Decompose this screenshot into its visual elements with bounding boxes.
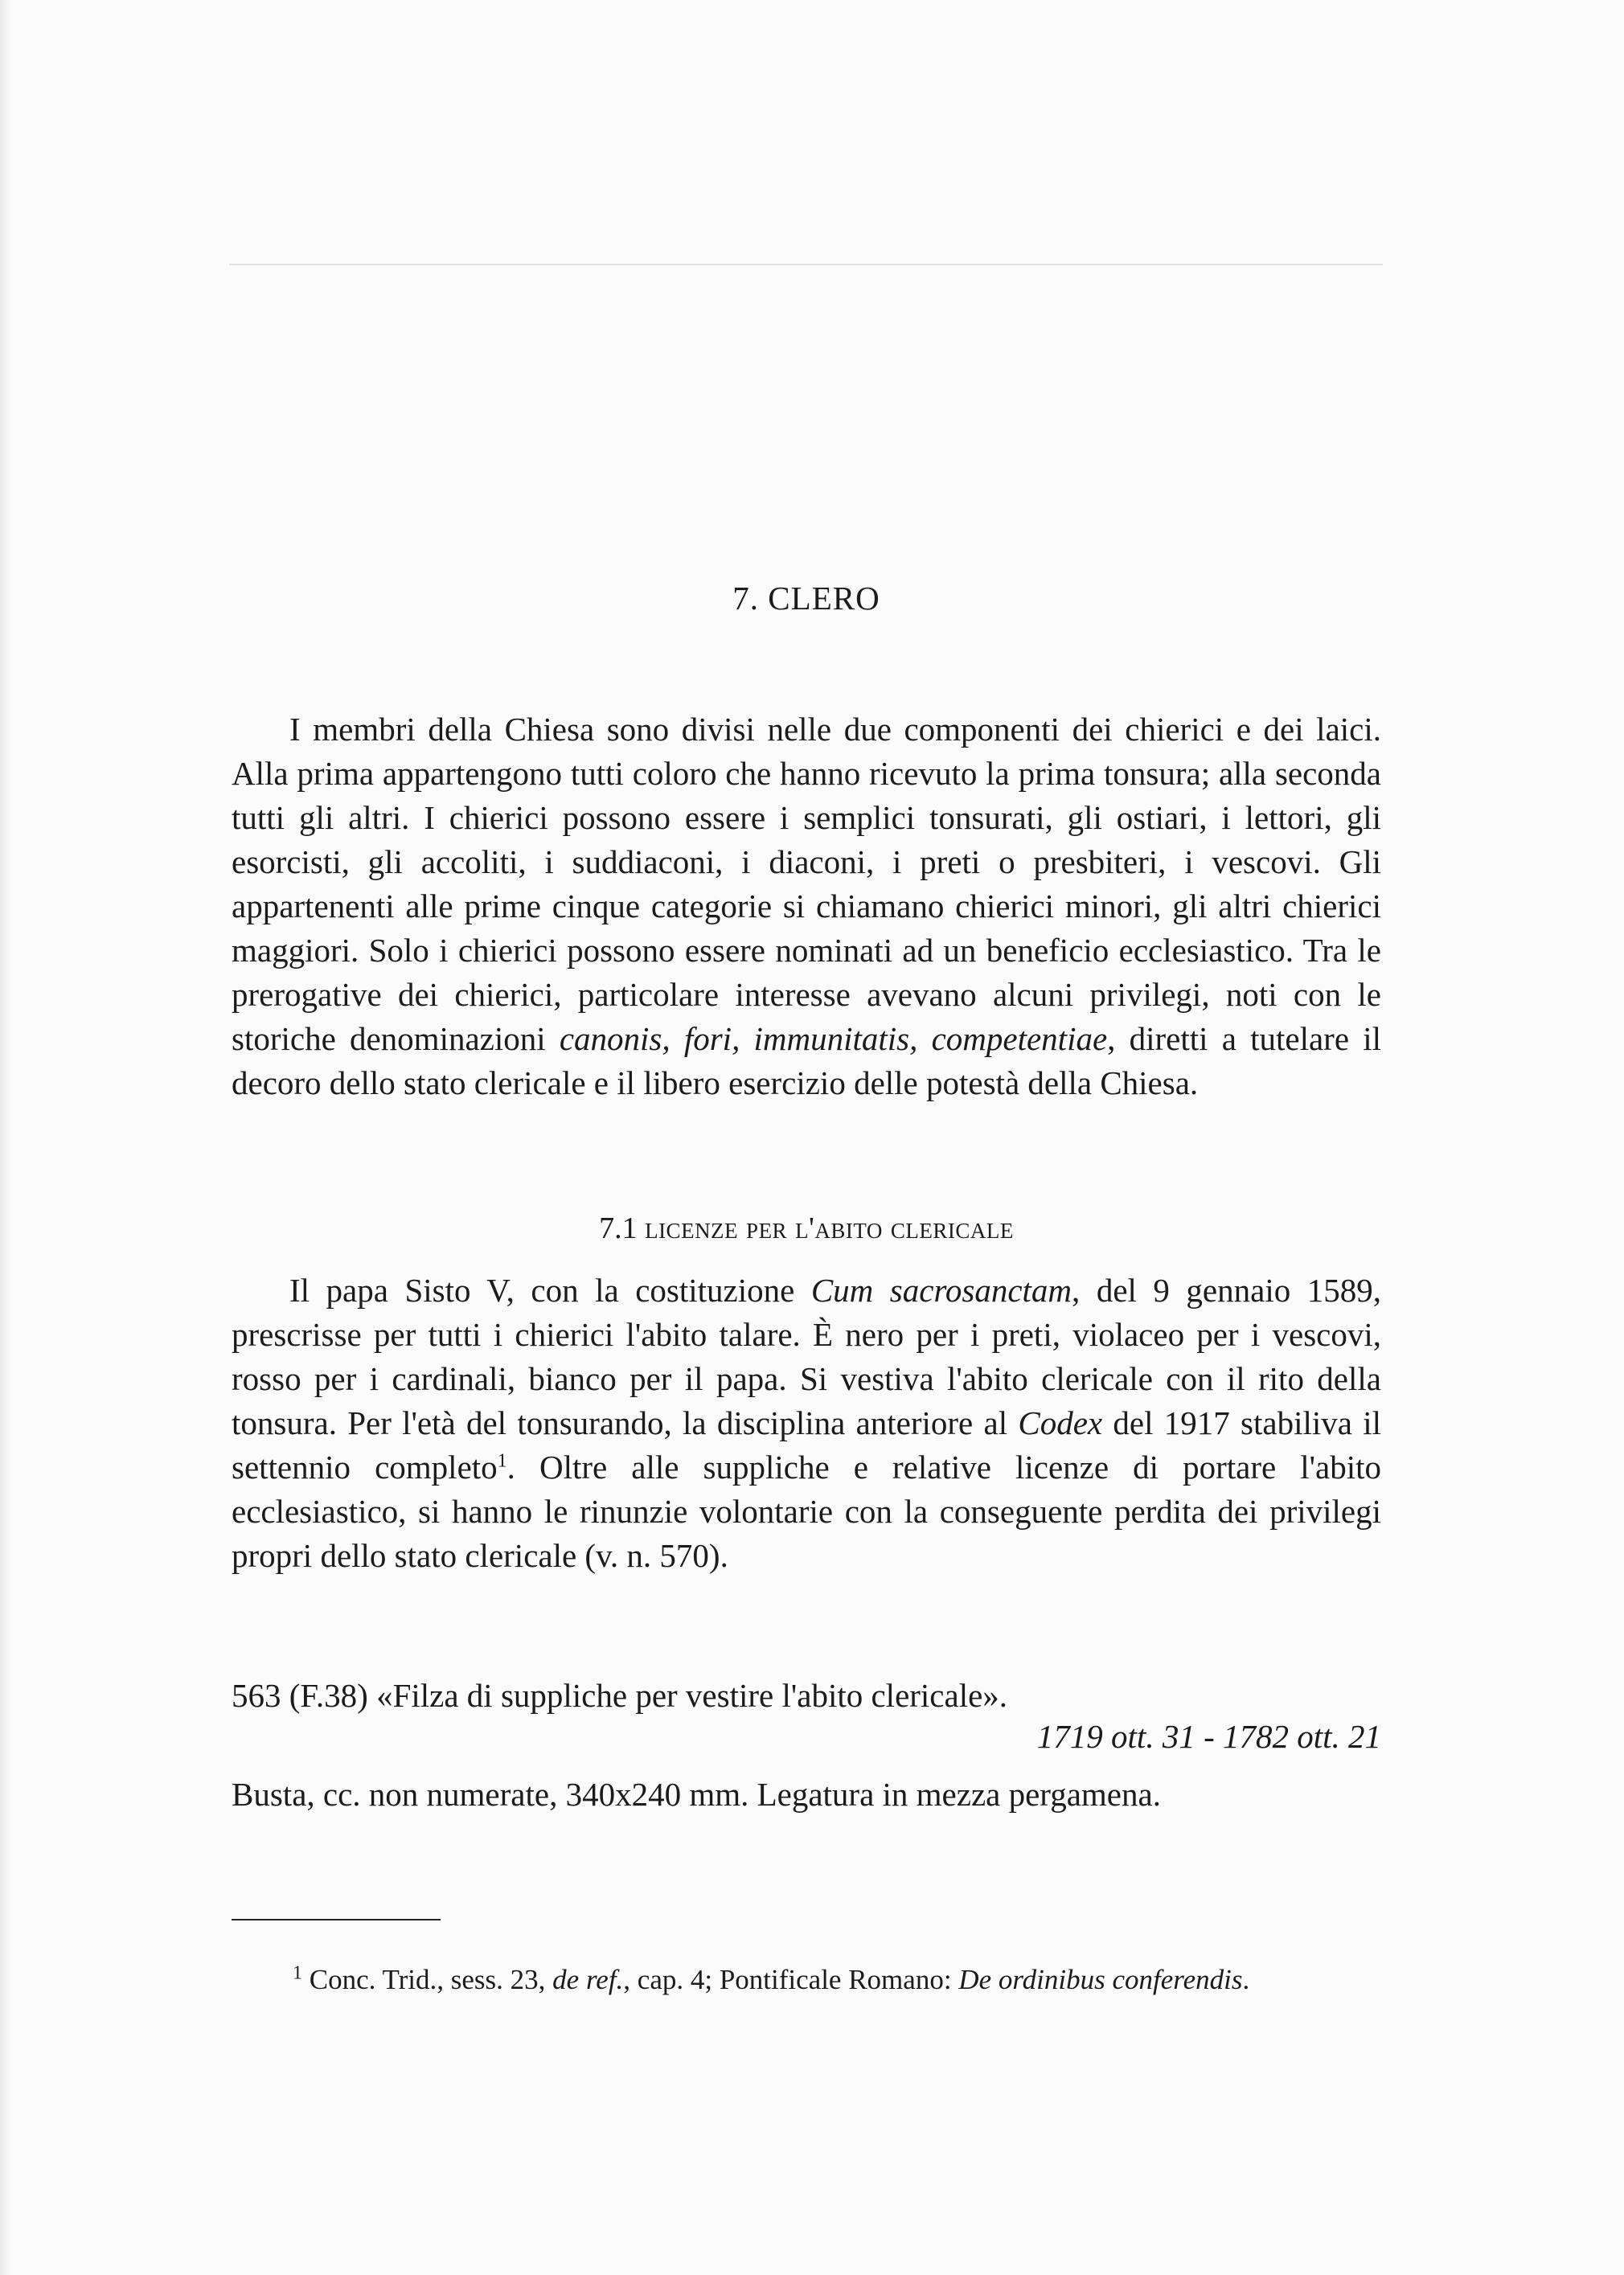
paragraph-italic-terms: canonis, fori, immunitatis, competentiae <box>559 1020 1108 1057</box>
footnote <box>293 1961 1386 1998</box>
paragraph-part-3: del 1917 stabiliva il settennio completo <box>232 1404 1381 1486</box>
section-title: 7. CLERO <box>732 580 880 617</box>
paragraph-part-4: . Oltre alle suppliche e relative licenze di portare l'abito ecclesiastico, si hanno le rinunzie volontarie con la conseguente perdita dei privilegi propri dello stato clericale (v. n. 570). <box>232 1449 1381 1574</box>
footnote-text-2: , cap. 4; Pontificale Romano: <box>623 1964 959 1995</box>
paragraph-tail: , diretti a tutelare il decoro dello stato clericale e il libero esercizio delle potestà della Chiesa. <box>232 1020 1381 1101</box>
entry-description: Busta, cc. non numerate, 340x240 mm. Legatura in mezza pergamena. <box>232 1776 1161 1813</box>
paragraph-part-1: Il papa Sisto V, con la costituzione <box>289 1272 811 1309</box>
scan-edge <box>0 0 11 2275</box>
footnote-divider <box>232 1919 441 1920</box>
subsection-label: licenze per l'abito clericale <box>645 1211 1014 1245</box>
footnote-text-1: Conc. Trid., sess. 23, <box>309 1964 553 1995</box>
footnote-italic-2: De ordinibus conferendis <box>958 1964 1243 1995</box>
paragraph-italic-cum-sacrosanctam: Cum sacrosanctam <box>810 1272 1072 1309</box>
entry-heading: 563 (F.38) «Filza di suppliche per vestire l'abito clericale». <box>232 1677 1008 1714</box>
paragraph-italic-codex: Codex <box>1018 1404 1103 1441</box>
footnote-italic-1: de ref. <box>552 1964 624 1995</box>
paragraph-text: I membri della Chiesa sono divisi nelle due componenti dei chierici e dei laici. Alla prima appartengono tutti coloro che hanno ricevuto la prima tonsura; alla seconda tutti gli altri. I chierici possono essere i semplici tonsurati, gli ostiari, i lettori, gli esorcisti, gli accoliti, i suddiaconi, i diaconi, i preti o presbiteri, i vescovi. Gli appartenenti alle prime cinque categorie si chiamano chierici minori, gli altri chierici maggiori. Solo i chierici possono essere nominati ad un beneficio ecclesiastico. Tra le prerogative dei chierici, particolare interesse avevano alcuni privilegi, noti con le storiche denominazioni <box>232 711 1381 1057</box>
paragraph-part-2: , del 9 gennaio 1589, prescrisse per tutti i chierici l'abito talare. È nero per i preti, violaceo per i vescovi, rosso per i cardinali, bianco per il papa. Si vestiva l'abito clericale con il rito della tonsura. Per l'età del tonsurando, la disciplina anteriore al <box>232 1272 1381 1441</box>
entry-date: 1719 ott. 31 - 1782 ott. 21 <box>1036 1718 1381 1755</box>
paragraph-clero-intro <box>232 707 1381 1105</box>
subsection-number: 7.1 <box>599 1211 638 1245</box>
footnote-number: 1 <box>293 1962 302 1984</box>
paragraph-abito-clericale <box>232 1269 1381 1578</box>
footnote-text-3: . <box>1242 1964 1250 1995</box>
subsection-title <box>232 1211 1381 1246</box>
footnote-reference[interactable]: 1 <box>497 1450 507 1472</box>
